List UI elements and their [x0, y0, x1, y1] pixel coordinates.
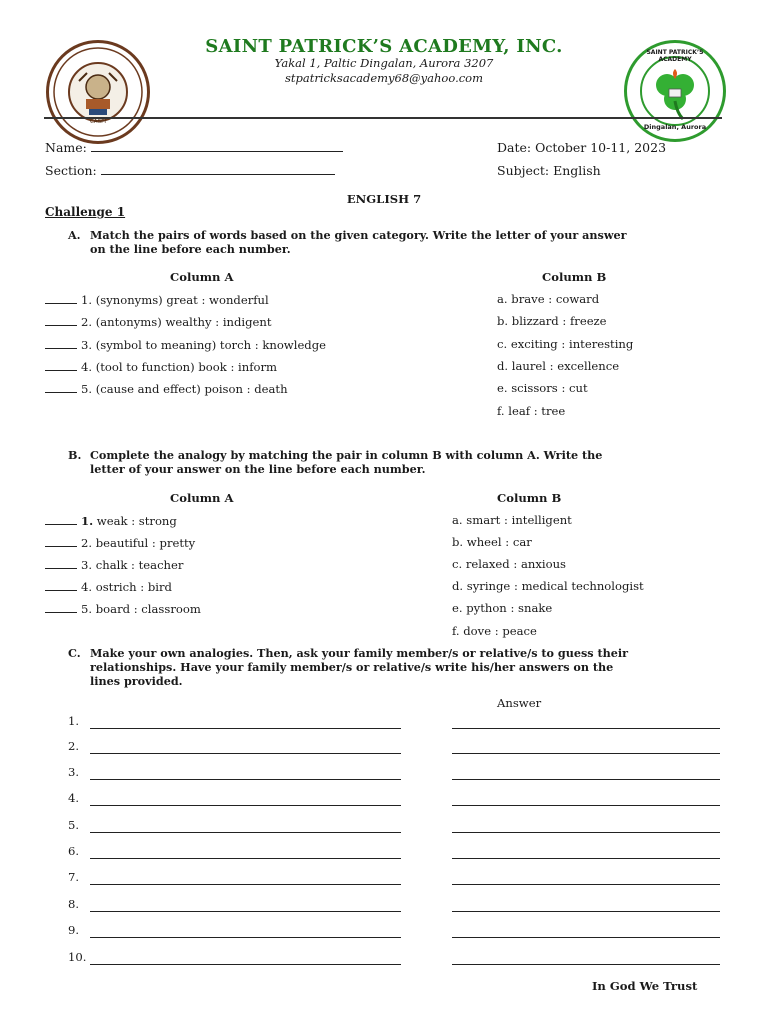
- analogy-number: 6.: [68, 844, 80, 858]
- part-c-instruction-2: relationships. Have your family member/s or relative/s write his/her answers on the: [90, 660, 614, 674]
- answer-blank[interactable]: [45, 513, 77, 525]
- answer-blank[interactable]: [45, 381, 77, 393]
- answer-blank[interactable]: [45, 292, 77, 304]
- part-a-option: f. leaf : tree: [497, 404, 566, 418]
- answer-blank[interactable]: [45, 337, 77, 349]
- analogy-line[interactable]: [90, 728, 401, 729]
- right-seal-top-text: SAINT PATRICK’S ACADEMY: [646, 49, 704, 63]
- analogy-line[interactable]: [90, 964, 401, 965]
- part-a-item: 3. (symbol to meaning) torch : knowledge: [45, 337, 326, 352]
- answer-blank[interactable]: [45, 579, 77, 591]
- answer-blank[interactable]: [45, 359, 77, 371]
- part-b-item: 4. ostrich : bird: [45, 579, 172, 594]
- analogy-number: 4.: [68, 791, 80, 805]
- section-line[interactable]: [101, 163, 335, 175]
- analogy-line[interactable]: [90, 884, 401, 885]
- part-c-letter: C.: [68, 646, 81, 660]
- footer-motto: In God We Trust: [592, 979, 698, 993]
- part-b-letter: B.: [68, 448, 82, 462]
- section-field[interactable]: [45, 163, 335, 178]
- part-b-option: d. syringe : medical technologist: [452, 579, 644, 593]
- part-a-item: 2. (antonyms) wealthy : indigent: [45, 314, 272, 329]
- name-label: Name:: [45, 140, 87, 155]
- school-email: stpatricksacademy68@yahoo.com: [284, 71, 484, 85]
- analogy-number: 2.: [68, 739, 80, 753]
- subject-text: Subject: English: [497, 163, 601, 178]
- document-title: ENGLISH 7: [346, 192, 422, 206]
- part-a-item: 5. (cause and effect) poison : death: [45, 381, 288, 396]
- answer-line[interactable]: [452, 858, 720, 859]
- part-c-instruction-3: lines provided.: [90, 674, 183, 688]
- part-a-option: d. laurel : excellence: [497, 359, 620, 373]
- analogy-number: 3.: [68, 765, 80, 779]
- part-b-option: c. relaxed : anxious: [452, 557, 567, 571]
- answer-line[interactable]: [452, 964, 720, 965]
- left-seal-caption: CASPI: [89, 119, 107, 125]
- answer-line[interactable]: [452, 728, 720, 729]
- part-a-option: b. blizzard : freeze: [497, 314, 607, 328]
- analogy-number: 5.: [68, 818, 80, 832]
- part-a-instruction-2: on the line before each number.: [90, 242, 291, 256]
- analogy-line[interactable]: [90, 937, 401, 938]
- part-a-option: c. exciting : interesting: [497, 337, 634, 351]
- analogy-number: 7.: [68, 870, 80, 884]
- answer-line[interactable]: [452, 779, 720, 780]
- part-b-instruction-1: Complete the analogy by matching the pair in column B with column A. Write the: [90, 448, 603, 462]
- header-divider: [44, 117, 722, 119]
- part-b-option: e. python : snake: [452, 601, 553, 615]
- challenge-heading: Challenge 1: [45, 205, 126, 219]
- answer-blank[interactable]: [45, 314, 77, 326]
- analogy-line[interactable]: [90, 858, 401, 859]
- part-a-column-b-heading: Column B: [542, 270, 607, 284]
- date-text: Date: October 10-11, 2023: [497, 140, 667, 155]
- name-line[interactable]: [91, 140, 343, 152]
- answer-heading: Answer: [497, 696, 542, 710]
- school-address: Yakal 1, Paltic Dingalan, Aurora 3207: [274, 56, 494, 70]
- name-field[interactable]: [45, 140, 343, 155]
- answer-blank[interactable]: [45, 601, 77, 613]
- part-c-instruction-1: Make your own analogies. Then, ask your family member/s or relative/s to guess their: [90, 646, 629, 660]
- analogy-line[interactable]: [90, 753, 401, 754]
- part-a-instruction-1: Match the pairs of words based on the given category. Write the letter of your answer: [90, 228, 627, 242]
- part-a-column-a-heading: Column A: [170, 270, 234, 284]
- part-b-item: 2. beautiful : pretty: [45, 535, 195, 550]
- part-b-column-b-heading: Column B: [497, 491, 562, 505]
- part-a-letter: A.: [68, 228, 81, 242]
- answer-line[interactable]: [452, 805, 720, 806]
- answer-line[interactable]: [452, 753, 720, 754]
- part-b-item: 3. chalk : teacher: [45, 557, 183, 572]
- analogy-number: 1.: [68, 714, 80, 728]
- part-b-item: 5. board : classroom: [45, 601, 201, 616]
- answer-blank[interactable]: [45, 557, 77, 569]
- part-b-column-a-heading: Column A: [170, 491, 234, 505]
- part-a-item: 1. (synonyms) great : wonderful: [45, 292, 269, 307]
- answer-line[interactable]: [452, 937, 720, 938]
- part-a-item: 4. (tool to function) book : inform: [45, 359, 277, 374]
- part-b-option: f. dove : peace: [452, 624, 537, 638]
- analogy-number: 10.: [68, 950, 87, 964]
- part-a-option: a. brave : coward: [497, 292, 600, 306]
- analogy-number: 9.: [68, 923, 80, 937]
- part-a-option: e. scissors : cut: [497, 381, 588, 395]
- section-label: Section:: [45, 163, 97, 178]
- analogy-line[interactable]: [90, 911, 401, 912]
- part-b-instruction-2: letter of your answer on the line before each number.: [90, 462, 426, 476]
- analogy-number: 8.: [68, 897, 80, 911]
- part-b-option: b. wheel : car: [452, 535, 532, 549]
- part-b-option: a. smart : intelligent: [452, 513, 572, 527]
- right-seal-bottom-text: Dingalan, Aurora: [643, 123, 707, 131]
- school-name: SAINT PATRICK’S ACADEMY, INC.: [205, 36, 563, 57]
- answer-line[interactable]: [452, 832, 720, 833]
- analogy-line[interactable]: [90, 832, 401, 833]
- answer-line[interactable]: [452, 911, 720, 912]
- analogy-line[interactable]: [90, 805, 401, 806]
- part-b-item: 1. weak : strong: [45, 513, 177, 528]
- answer-blank[interactable]: [45, 535, 77, 547]
- answer-line[interactable]: [452, 884, 720, 885]
- analogy-line[interactable]: [90, 779, 401, 780]
